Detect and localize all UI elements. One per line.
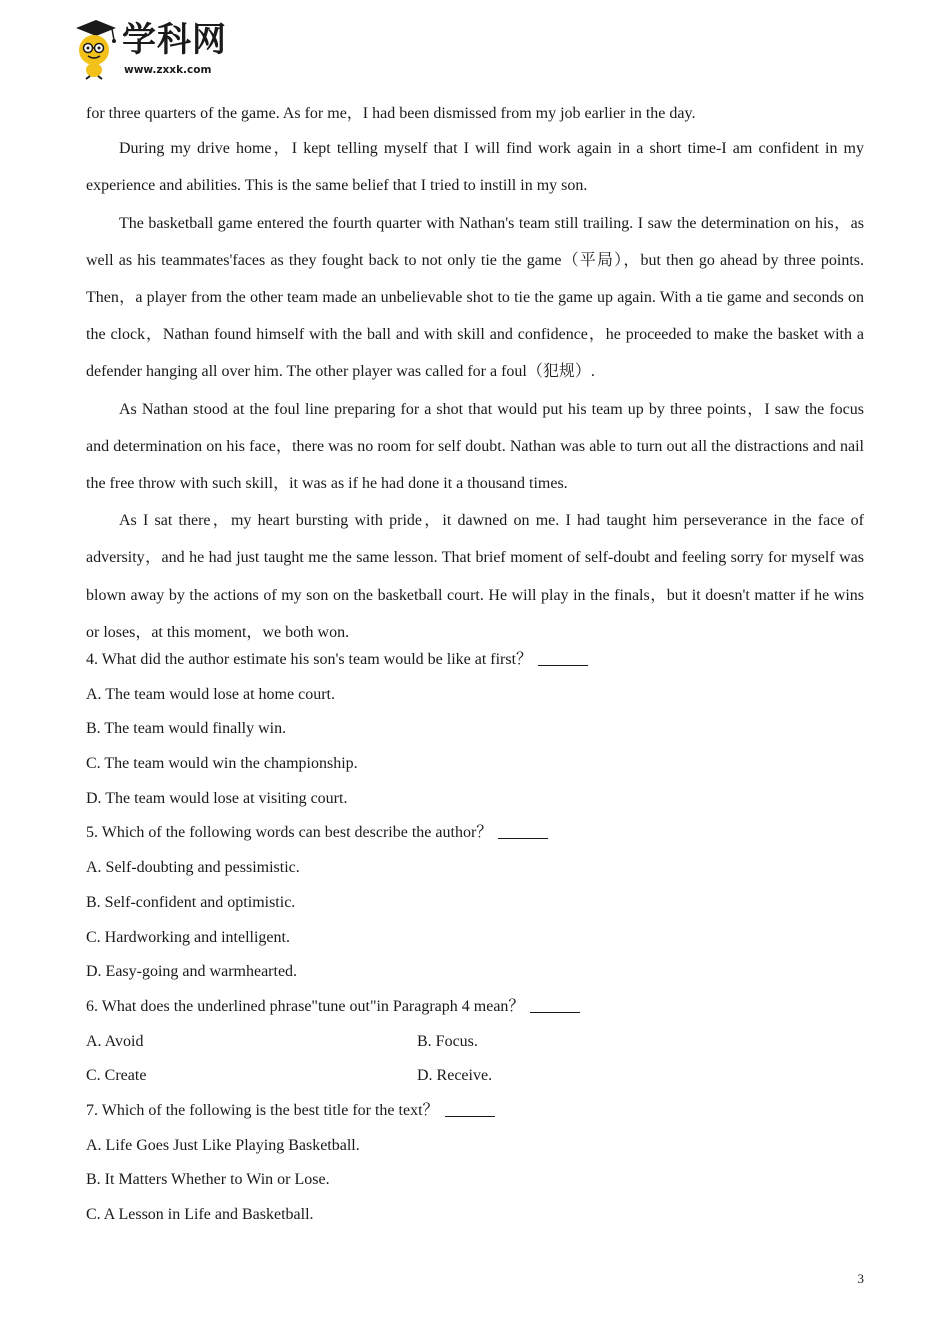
question-option: B. Self-confident and optimistic. bbox=[86, 893, 296, 911]
reading-passage bbox=[86, 95, 864, 651]
question-6-text: 6. What does the underlined phrase"tune out"in Paragraph 4 mean？ bbox=[86, 997, 525, 1015]
site-logo bbox=[72, 18, 232, 80]
passage-paragraph: During my drive home，I kept telling myself that I will find work again in a short time-I am confident in my experience and abilities. This is the same belief that I tried to instill in my son. bbox=[86, 140, 864, 195]
question-4-text: 4. What did the author estimate his son's team would be like at first？ bbox=[86, 651, 533, 668]
answer-blank bbox=[538, 649, 588, 666]
question-5-text: 5. Which of the following words can best describe the author？ bbox=[86, 824, 493, 842]
passage-paragraph: As I sat there，my heart bursting with pride，it dawned on me. I had taught him perseverance in the face of adversity，and he had just taught me the same lesson. That brief moment of self-doubt and feeling sorry for myself was blown away by the actions of my son on the basketball court. He will play in the finals，but it doesn't matter if he wins or loses，at this moment，we both won. bbox=[86, 512, 864, 641]
graduation-mascot-icon bbox=[72, 18, 124, 80]
logo-url: www.zxxk.com bbox=[124, 64, 212, 76]
question-option: C. Hardworking and intelligent. bbox=[86, 928, 290, 946]
question-option: A. Life Goes Just Like Playing Basketball. bbox=[86, 1136, 360, 1154]
question-option: C. Create bbox=[86, 1067, 147, 1085]
question-option: B. It Matters Whether to Win or Lose. bbox=[86, 1171, 330, 1189]
question-7-text: 7. Which of the following is the best title for the text？ bbox=[86, 1101, 439, 1119]
answer-blank bbox=[498, 822, 548, 839]
passage-paragraph: As Nathan stood at the foul line preparing for a shot that would put his team up by three points，I saw the focus and determination on his face，there was no room for self doubt. Nathan was able to turn out all the distractions and nail the free throw with such skill，it was as if he had done it a thousand times. bbox=[86, 400, 864, 493]
answer-blank bbox=[445, 1100, 495, 1117]
question-stem bbox=[86, 643, 864, 678]
option-row bbox=[86, 1025, 864, 1060]
question-option: C. A Lesson in Life and Basketball. bbox=[86, 1206, 314, 1223]
question-stem bbox=[86, 990, 864, 1025]
question-option: A. Avoid bbox=[86, 1032, 144, 1050]
question-option: D. Easy-going and warmhearted. bbox=[86, 963, 298, 981]
question-option: A. Self-doubting and pessimistic. bbox=[86, 859, 300, 877]
passage-paragraph: The basketball game entered the fourth quarter with Nathan's team still trailing. I saw the determination on his，as well as his teammates'faces as they fought back to not only tie the game（平局），but then go ahead by three points. Then，a player from the other team made an unbelievable shot to tie the game up again. With a tie game and seconds on the clock，Nathan found himself with the ball and with skill and confidence，he proceeded to make the basket with a defender hanging all over him. The other player was called for a foul（犯规）. bbox=[86, 214, 865, 381]
question-option: B. Focus. bbox=[417, 1032, 478, 1050]
answer-blank bbox=[530, 996, 580, 1013]
question-option: D. The team would lose at visiting court. bbox=[86, 789, 348, 807]
question-option: D. Receive. bbox=[417, 1067, 493, 1085]
question-option: A. The team would lose at home court. bbox=[86, 685, 335, 703]
passage-paragraph-continued: for three quarters of the game. As for me，I had been dismissed from my job earlier in the day. bbox=[86, 105, 696, 122]
option-row bbox=[86, 1059, 864, 1094]
question-option: C. The team would win the championship. bbox=[86, 755, 358, 773]
logo-text: 学科网 bbox=[122, 20, 227, 60]
question-section bbox=[86, 643, 864, 1233]
question-option: B. The team would finally win. bbox=[86, 720, 287, 738]
question-stem bbox=[86, 1094, 864, 1129]
page-number: 3 bbox=[857, 1271, 864, 1286]
question-stem bbox=[86, 816, 864, 851]
